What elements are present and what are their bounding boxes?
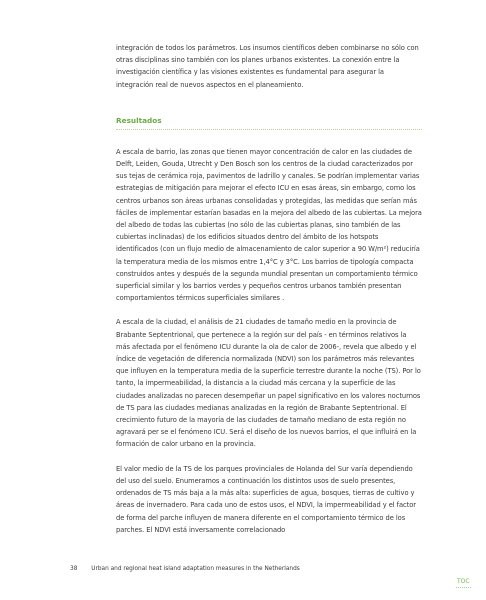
page-footer [70,566,300,572]
section-heading: Resultados [116,115,162,125]
toc-underline [456,587,471,588]
results-paragraph-city: A escala de la ciudad, el análisis de 21 ciudades de tamaño medio en la provincia de Brabante Septentrional, que pertenece a la región sur del país - en términos relativos la más afectada por el fenómeno ICU durante la ola de calor de 2006-, revela que albedo y el índice de vegetación de diferencia normalizada (NDVI) son los parámetros más relevantes que influyen en la temperatura media de la superficie terrestre durante la noche (TS). Por lo tanto, la impermeabilidad, la distancia a la ciudad más cercana y la superficie de las ciudades analizadas no parecen desempeñar un papel significativo en los valores nocturnos de TS para las ciudades medianas analizadas en la región de Brabante Septentrional. El crecimiento futuro de la mayoría de las ciudades de tamaño mediano de esta región no agravará per se el fenómeno ICU. Será el diseño de los nuevos barrios, el que influirá en la formación de calor urbano en la provincia. [116,318,421,449]
page-number: 38 [70,566,78,572]
results-paragraph-parks: El valor medio de la TS de los parques provinciales de Holanda del Sur varía dependiendo del uso del suelo. Enumeramos a continuación los distintos usos de suelo presentes, ordenados de TS más baja a la más alta: superficies de agua, bosques, tierras de cultivo y áreas de invernadero. Para cada uno de estos usos, el NDVI, la impermeabilidad y el factor de forma del parche influyen de manera diferente en el comportamiento térmico de los parches. El NDVI está inversamente correlacionado [116,464,416,534]
section-divider [116,129,422,130]
footer-title: Urban and regional heat island adaptation measures in the Netherlands [91,566,300,572]
intro-paragraph: integración de todos los parámetros. Los insumos científicos deben combinarse no sólo con otras disciplinas sino también con los planes urbanos existentes. La conexión entre la investigación científica y las visiones existentes es fundamental para asegurar la integración real de nuevos aspectos en el planeamiento. [116,44,419,89]
toc-link[interactable]: TOC [457,578,470,585]
results-paragraph-neighbourhood: A escala de barrio, las zonas que tienen mayor concentración de calor en las ciudades de Delft, Leiden, Gouda, Utrecht y Den Bosch son los centros de la ciudad caracterizados por sus tejas de cerámica roja, pavimentos de ladrillo y canales. Se podrían implementar varias estrategias de mitigación para mejorar el efecto ICU en esas áreas, sin embargo, como los centros urbanos son áreas urbanas consolidadas y protegidas, las medidas que serían más fáciles de implementar estarían basadas en la mejora del albedo de las cubiertas. La mejora del albedo de todas las cubiertas (no sólo de las cubiertas planas, sino también de las cubiertas inclinadas) de los edificios situados dentro del ámbito de los hotspots identificados (con un flujo medio de almacenamiento de calor superior a 90 W/m²) reduciría la temperatura media de los mismos entre 1,4°C y 3°C. Los barrios de tipología compacta construidos antes y después de la segunda mundial presentan un comportamiento térmico superficial similar y los barrios verdes y pequeños centros urbanos también presentan comportamientos térmicos superficiales similares . [116,147,422,303]
page-body [116,42,422,536]
